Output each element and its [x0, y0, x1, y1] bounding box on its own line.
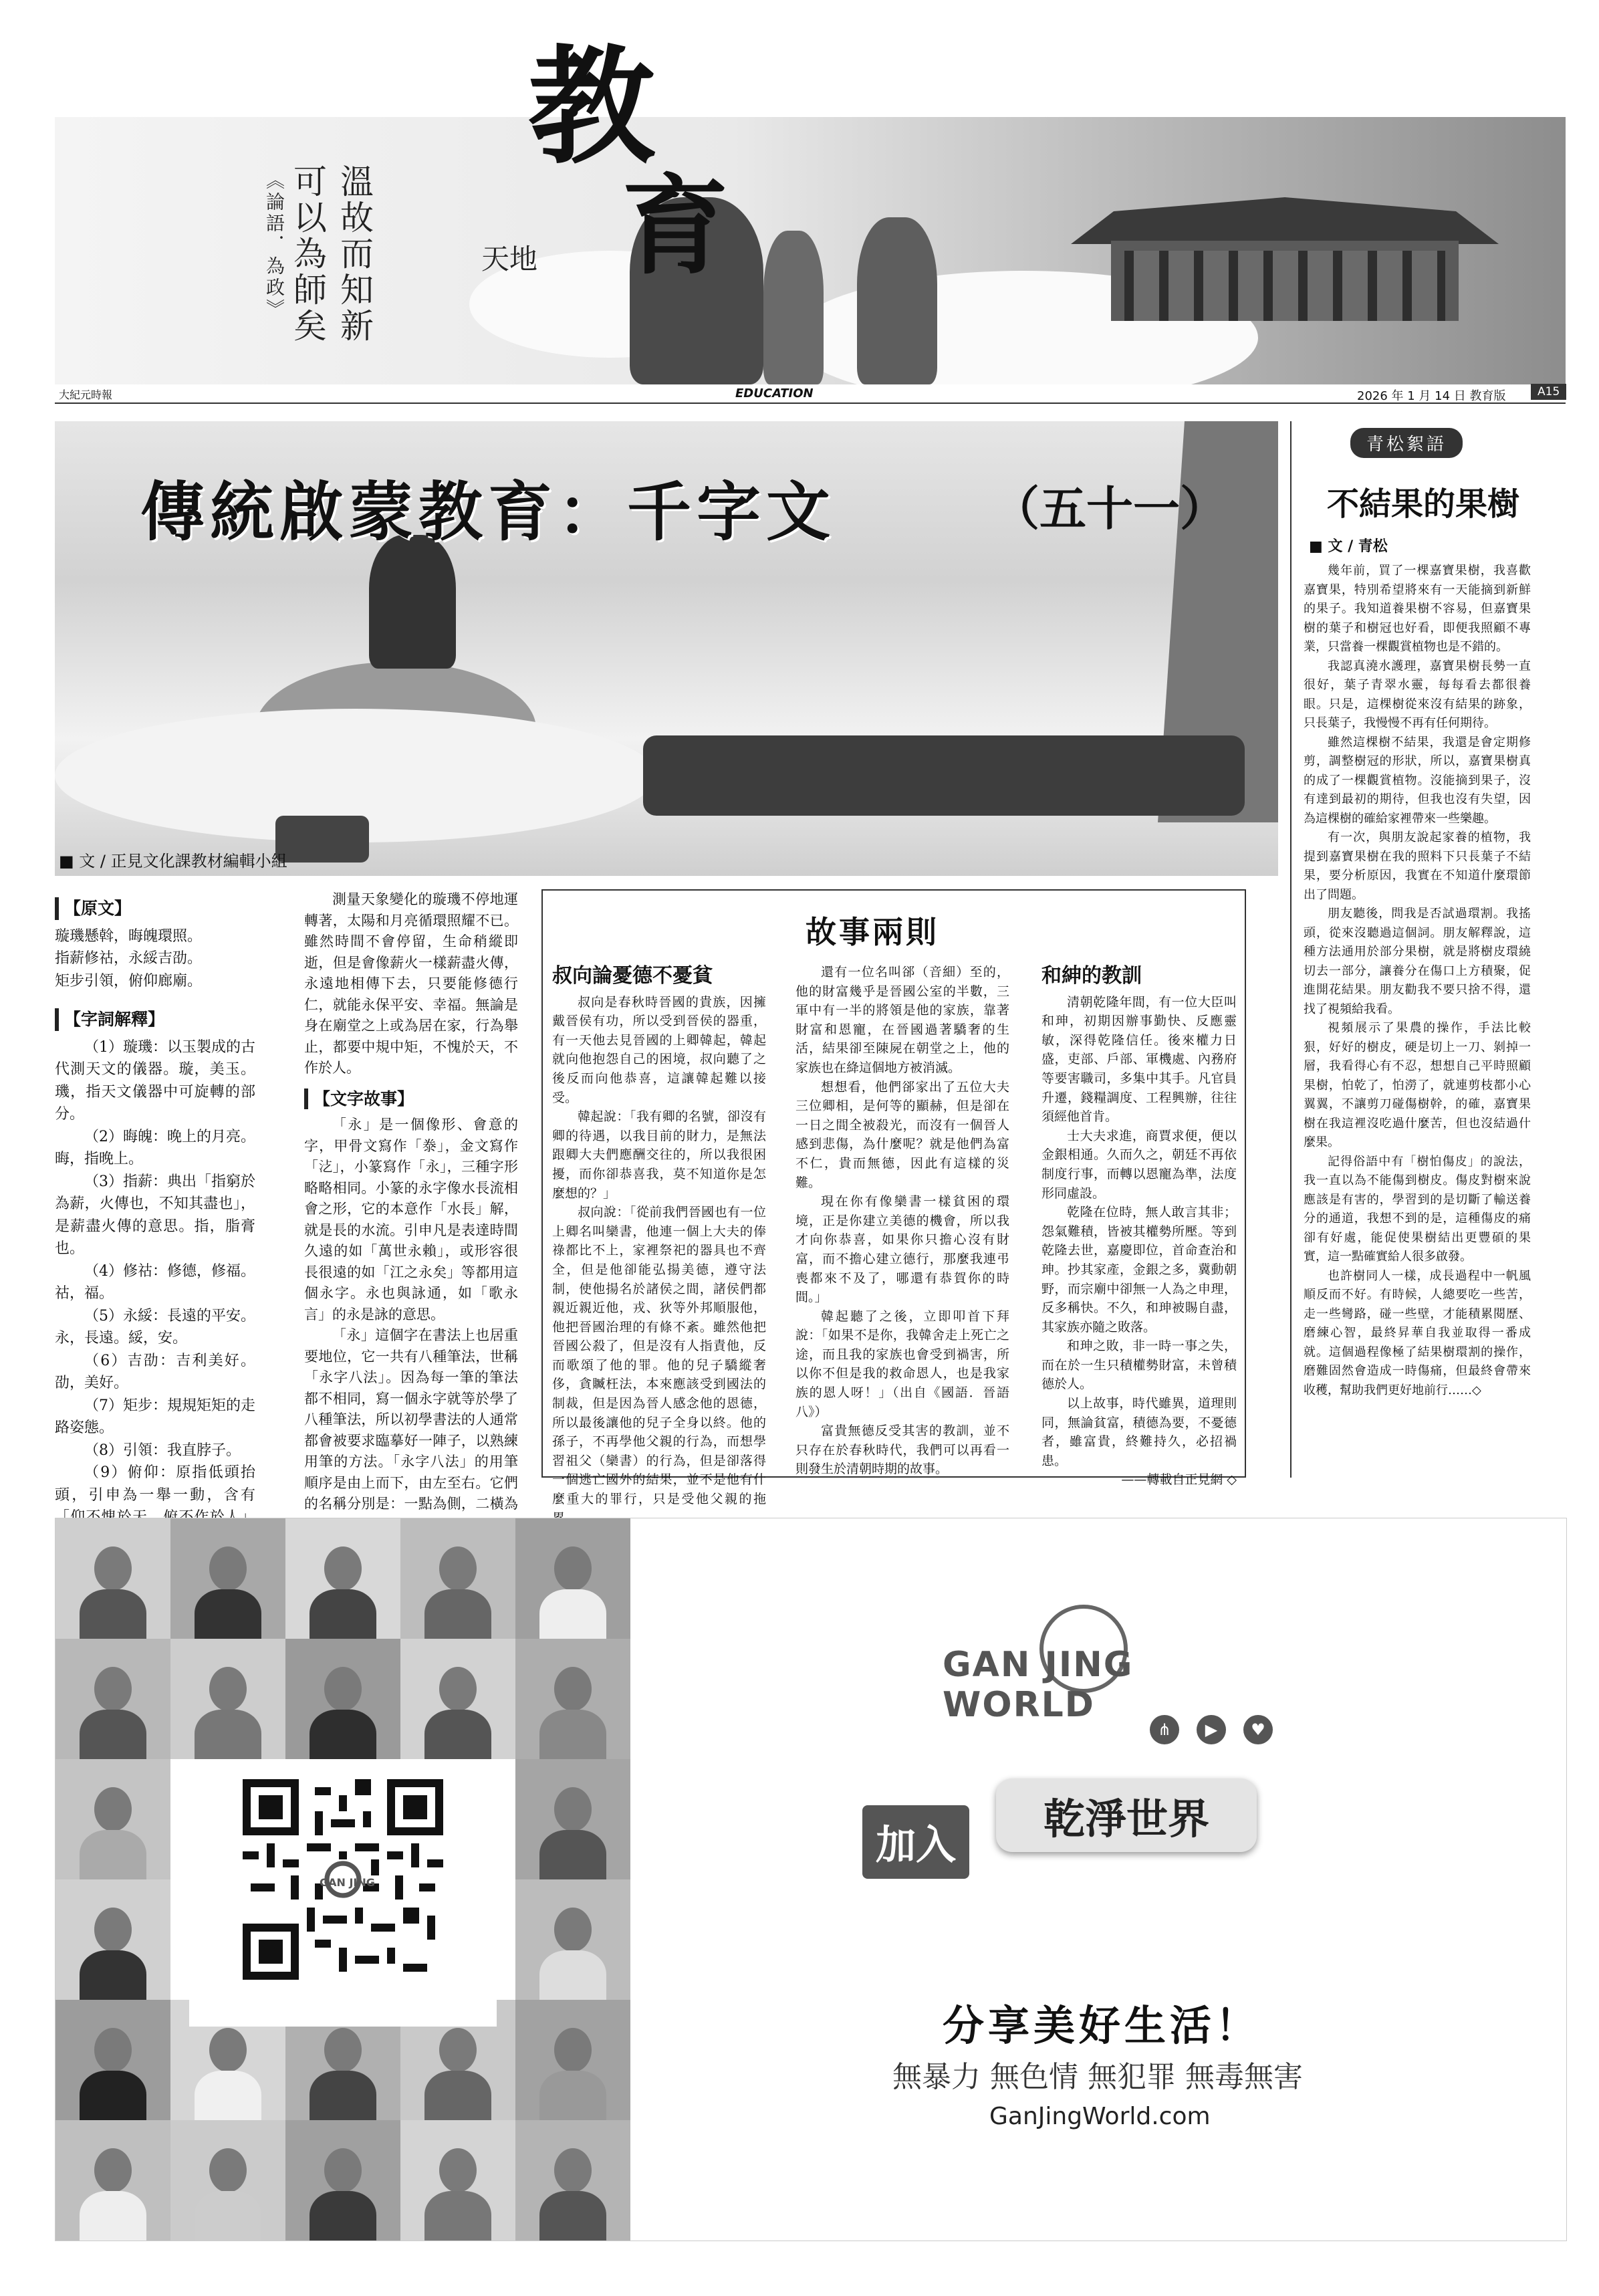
story-paragraph: 叔向說：「從前我們晉國也有一位上卿名叫欒書，他連一個上大夫的俸祿都比不上，家裡祭祀的器具也不齊全，但是他卻能弘揚美德，遵守法制，使他揚名於諸侯之間，諸侯們都親近親近他，戎、狄等外邦順服他，他把晉國治理的有條不紊。雖然他把晉國公殺了，但是沒有人指責他，反而歌頌了他的罪。他的兒子驕縱奢侈，貪贓枉法，本來應該受到國法的制裁，但是因為晉人感念他的恩德，所以最後讓他的兒子全身以終。他的孫子，不再學他父親的行為，而想學習祖父（欒書）的行為，但是卻落得一個逃亡國外的結果，並不是他有什麼重大的罪行，只是受他父親的拖: [552, 1205, 766, 1507]
column-body: [1304, 562, 1531, 1400]
heart-icon[interactable]: ♥: [1243, 1715, 1273, 1744]
person-photo: [515, 1759, 630, 1879]
masthead-title-char-1: 教: [528, 32, 656, 181]
glossary-item: （1）璇璣：以玉製成的古代測天文的儀器。璇，美玉。璣，指天文儀器中可旋轉的部分。: [55, 1038, 255, 1123]
column-badge: 青松絮語: [1350, 428, 1463, 458]
join-button[interactable]: 加入: [862, 1805, 969, 1879]
glossary-item: （6）吉劭：吉利美好。劭，美好。: [55, 1352, 255, 1391]
person-photo: [515, 1879, 630, 2000]
glossary-item: （5）永綏：長遠的平安。永，長遠。綏，安。: [55, 1307, 255, 1347]
stories-box-title: 故事兩則: [806, 914, 939, 950]
column-paragraph: 有一次，與朋友說起家養的植物，我提到嘉寶果樹在我的照料下只長葉子不結果，要分析原因，我實在不知道什麼環節出了問題。: [1304, 830, 1531, 902]
quote-line-2: 可以為師矣: [288, 164, 327, 344]
masthead-title-char-2: 育: [622, 163, 729, 289]
quote-source: 《論語．為政》: [263, 170, 285, 320]
article-byline: ■ 文 / 正見文化課教材編輯小組: [59, 852, 287, 871]
ganjing-name-button[interactable]: 乾淨世界: [996, 1778, 1257, 1852]
story-paragraph: 韓起說：「我有卿的名號，卻沒有卿的待遇，以我目前的財力，是無法跟卿大夫們應酬交往的，所以我很困擾，而你卻恭喜我，莫不知道你是怎麼想的？」: [552, 1109, 766, 1201]
person-photo: [515, 1639, 630, 1759]
glossary-item: （8）引領：我直脖子。: [84, 1442, 241, 1459]
story-paragraph: 富貴無德反受其害的教訓，並不只存在於春秋時代，我們可以再看一則發生於清朝時期的故事。: [795, 1423, 1009, 1477]
person-photo: [55, 2000, 170, 2120]
quote-line-1: 溫故而知新: [335, 164, 374, 344]
story-paragraph: 現在你有像欒書一樣貧困的環境，正是你建立美德的機會，所以我才向你恭喜，如果你只擔心沒有財富，而不擔心建立德行，那麼我連弔喪都來不及了，哪還有恭賀你的時間。」: [795, 1194, 1009, 1305]
story-source: ——轉載自正見網 ◇: [1121, 1472, 1237, 1488]
issue-date: 2026 年 1 月 14 日 教育版: [1357, 389, 1506, 403]
glossary-item: （9）俯仰：原指低頭抬頭，引申為一舉一動，含有: [55, 1464, 255, 1504]
glossary-item: （2）晦魄：晚上的月亮。晦，指晚上。: [55, 1128, 255, 1167]
story-heading: 【文字故事】: [304, 1088, 518, 1110]
glossary-item: （4）修祜：修德，修福。祜，福。: [55, 1262, 255, 1302]
person-photo: [515, 1518, 630, 1639]
scholar-figure: [763, 231, 824, 384]
story-paragraph: 和珅之敗，非一時一事之失，而在於一生只積權勢財富，未曾積德於人。: [1041, 1339, 1237, 1392]
column-title: 不結果的果樹: [1327, 485, 1520, 523]
person-photo: [170, 2120, 285, 2241]
masthead-banner: [55, 117, 1566, 384]
ad-slogan: 無暴力 無色情 無犯罪 無毒無害: [892, 2060, 1303, 2094]
story-paragraph: 還有一位名叫郤（音細）至的，他的財富幾乎是晉國公室的半數，三軍中有一半的將領是他的家族，靠著財富和恩寵，在晉國過著驕奢的生活，結果卻至陳屍在朝堂之上，他的家族也在絳這個地方被消滅。: [795, 965, 1009, 1075]
yuanwen-line: 璇璣懸斡，晦魄環照。: [55, 927, 203, 945]
person-photo: [285, 1518, 400, 1639]
column-divider: [1290, 421, 1292, 1478]
person-photo: [400, 1639, 515, 1759]
person-photo: [285, 2120, 400, 2241]
horse-rider-figure: [369, 535, 456, 669]
person-photo: [400, 1518, 515, 1639]
column-paragraph: 也許樹同人一樣，成長過程中一帆風順反而不好。有時候，人總要吃一些苦，走一些彎路，碰一些壁，才能積累閱歷、磨練心智，最終昇華自我並取得一番成就。這個過程像極了結果樹環割的操作，磨難固然會造成一時傷痛，但最終會帶來收穫，幫助我們更好地前行……◇: [1304, 1268, 1531, 1397]
person-photo: [55, 2120, 170, 2241]
person-photo: [55, 1759, 170, 1879]
story-paragraph: 叔向是春秋時晉國的貴族，因擁戴晉侯有功，所以受到晉侯的器重，有一天他去見晉國的上卿韓起，韓起就向他抱怨自己的困境，叔向聽了之後反而向他恭喜，這讓韓起難以接受。: [552, 994, 766, 1105]
yuanwen-line: 指薪修祜，永綏吉劭。: [55, 950, 203, 967]
column-paragraph: 幾年前，買了一棵嘉寶果樹，我喜歡嘉寶果，特別希望將來有一天能摘到新鮮的果子。我知道養果樹不容易，但嘉寶果樹的葉子和樹冠也好看，即便我照顧不專業，只當養一棵觀賞植物也是不錯的。: [1304, 564, 1531, 654]
person-photo: [55, 1879, 170, 2000]
scholar-figure: [857, 217, 937, 384]
glossary-heading: 【字詞解釋】: [55, 1008, 255, 1031]
hero-title-suffix: （五十一）: [993, 481, 1227, 536]
share-icon[interactable]: ⋔: [1150, 1715, 1179, 1744]
story-paragraph: 清朝乾隆年間，有一位大臣叫和珅，初期因辦事勤快、反應靈敏，深得乾隆信任。後來權力日盛，吏部、戶部、軍機處、內務府等要害職司，多集中其手。凡官員升遷，錢糧調度、工程興辦，往往須經他首肯。: [1041, 994, 1237, 1125]
story-column-3: [1041, 963, 1237, 1490]
yuanwen-line: 矩步引領，俯仰廊廟。: [55, 972, 203, 990]
story-1-title: 叔向論憂德不憂貧: [552, 964, 713, 988]
ad-url-link[interactable]: GanJingWorld.com: [989, 2103, 1211, 2130]
column-paragraph: 雖然這棵樹不結果，我還是會定期修剪，調整樹冠的形狀，所以，嘉寶果樹真的成了一棵觀賞植物。沒能摘到果子，沒有達到最初的期待，但我也沒有失望，因為這棵樹的確給家裡帶來一些樂趣。: [1304, 735, 1531, 826]
section-label: EDUCATION: [735, 386, 814, 400]
story-paragraph: 以上故事，時代雖異，道理則同，無論貧富，積德為要，不憂德者，雖富貴，終難持久，必招禍患。: [1041, 1396, 1237, 1468]
story-paragraph: 「永」是一個像形、會意的字，甲骨文寫作「𣳾」，金文寫作「𣲁」，小篆寫作「永」，三種字形略略相同。小篆的永字像水長流相會之形，它的本意作「水長」解，就是長的水流。引申凡是表達時間久遠的如「萬世永賴」，或形容很長很遠的如「江之永矣」等都用這個永字。永也與詠通，如「歌永言」的永是詠的意思。: [304, 1117, 518, 1323]
person-photo: [170, 1639, 285, 1759]
column-paragraph: 記得俗語中有「樹怕傷皮」的說法，我一直以為不能傷到樹皮。傷皮對樹來說應該是有害的，學習到的是切斷了輸送養分的通道，我想不到的是，這種傷皮的痛卻有好處，能促使果樹結出更豐碩的果實，這一點確實給人很多啟發。: [1304, 1154, 1531, 1264]
ganjing-logo[interactable]: GAN JING WORLD: [943, 1645, 1134, 1725]
story-paragraph: 士大夫求進，商賈求便，便以金銀相通。久而久之，朝廷不再依制度行事，而轉以恩寵為準，法度形同虛設。: [1041, 1128, 1237, 1201]
glossary-item: （7）矩步：規規矩矩的走路姿態。: [55, 1397, 255, 1436]
column-paragraph: 視頻展示了果農的操作，手法比較狠，好好的樹皮，硬是切上一刀、剝掉一層，我看得心有不忍，想想自己平時照顧果樹，怕乾了，怕澇了，就連剪枝都小心翼翼，不讓剪刀碰傷樹幹，的確，嘉寶果樹在我這裡沒吃過什麼苦，但也沒結過什麼果。: [1304, 1021, 1531, 1149]
hero-title: 傳統啟蒙教育：千字文: [140, 474, 836, 550]
page-number: A15: [1531, 384, 1566, 400]
column-author: ■ 文 / 青松: [1309, 538, 1388, 555]
person-photo: [515, 2000, 630, 2120]
story-paragraph: 「永」這個字在書法上也居重要地位，它一共有八種筆法，世稱「永字八法」。因為每一筆的筆法都不相同，寫一個永字就等於學了八種筆法，所以初學書法的人通常都會被要求臨摹好一陣子，以熟練用筆的方法。「永字八法」的用筆順序是由上而下，由左至右。它們的名稱分別是：一點為側，二橫為: [304, 1327, 518, 1512]
palace-roof-illustration: [1071, 197, 1499, 244]
story-column-1: [552, 963, 766, 1528]
person-photo: [515, 2120, 630, 2241]
person-photo: [55, 1639, 170, 1759]
chariot-procession-illustration: [643, 735, 1245, 816]
person-photo: [55, 1518, 170, 1639]
translation-text: 測量天象變化的璇璣不停地運轉著，太陽和月亮循環照耀不已。雖然時間不會停留，生命稍縱即逝，但是會像薪火一樣薪盡火傳，永遠地相傳下去，只要能修德行仁，就能永保平安、幸福。無論是身在廟堂之上或為居在家，行為舉止，都要中規中矩，不愧於天，不作於人。: [304, 891, 518, 1076]
story-paragraph: 乾隆在位時，無人敢言其非；怨氣難積，皆被其權勢所壓。等到乾隆去世，嘉慶即位，首命查治和珅。抄其家產，金銀之多，冀動朝野，而宗廟中卻無一人為之申理，反多稱快。不久，和珅被賜自盡，其家族亦隨之敗落。: [1041, 1205, 1237, 1335]
column-paragraph: 我認真澆水護理，嘉寶果樹長勢一直很好，葉子青翠水靈，每每看去都很養眼。只是，這棵樹從來沒有結果的跡象，只長葉子，我慢慢不再有任何期待。: [1304, 659, 1531, 730]
story-column-2: [795, 963, 1009, 1479]
column-paragraph: 朋友聽後，問我是否試過環割。我搖頭，從來沒聽過這個詞。朋友解釋說，這種方法通用於部分果樹，就是將樹皮環繞切去一部分，讓養分在傷口上方積聚，促進開花結果。朋友勸我不要只捨不得，還找了視頻給我看。: [1304, 907, 1531, 1016]
story-2-title: 和紳的教訓: [1041, 964, 1142, 988]
person-photo: [400, 2120, 515, 2241]
palace-columns-illustration: [1124, 251, 1445, 321]
ad-tagline: 分享美好生活！: [943, 2001, 1261, 2050]
masthead-title-small: 天地: [481, 243, 538, 275]
yuanwen-heading: 【原文】: [55, 897, 255, 920]
play-icon[interactable]: ▶: [1197, 1715, 1226, 1744]
ganjing-world-ad[interactable]: [55, 1518, 1567, 2241]
story-paragraph: 想想看，他們郤家出了五位大夫三位卿相，是何等的顯赫，但是卻在一日之間全被殺光，而沒有一個晉人感到悲傷，為什麼呢？就是他們為富不仁，貴而無德，因此有這樣的災難。: [795, 1079, 1009, 1190]
chariot-illustration: [275, 816, 369, 863]
qr-caption: GAN JING: [320, 1876, 375, 1889]
qr-code-panel[interactable]: [189, 1759, 497, 2027]
story-paragraph: 韓起聽了之後，立即叩首下拜說：「如果不是你，我韓舍走上死亡之途，而且我的家族也會受到禍害，所以你不但是我的救命恩人，也是我家族的恩人呀！」（出自《國語．晉語八》）: [795, 1308, 1009, 1419]
paper-name: 大紀元時報: [59, 388, 113, 401]
glossary-item: （3）指薪：典出「指窮於為薪，火傳也，不知其盡也」，是薪盡火傳的意思。指，脂膏也。: [55, 1173, 255, 1257]
person-photo: [170, 1518, 285, 1639]
person-photo: [285, 1639, 400, 1759]
